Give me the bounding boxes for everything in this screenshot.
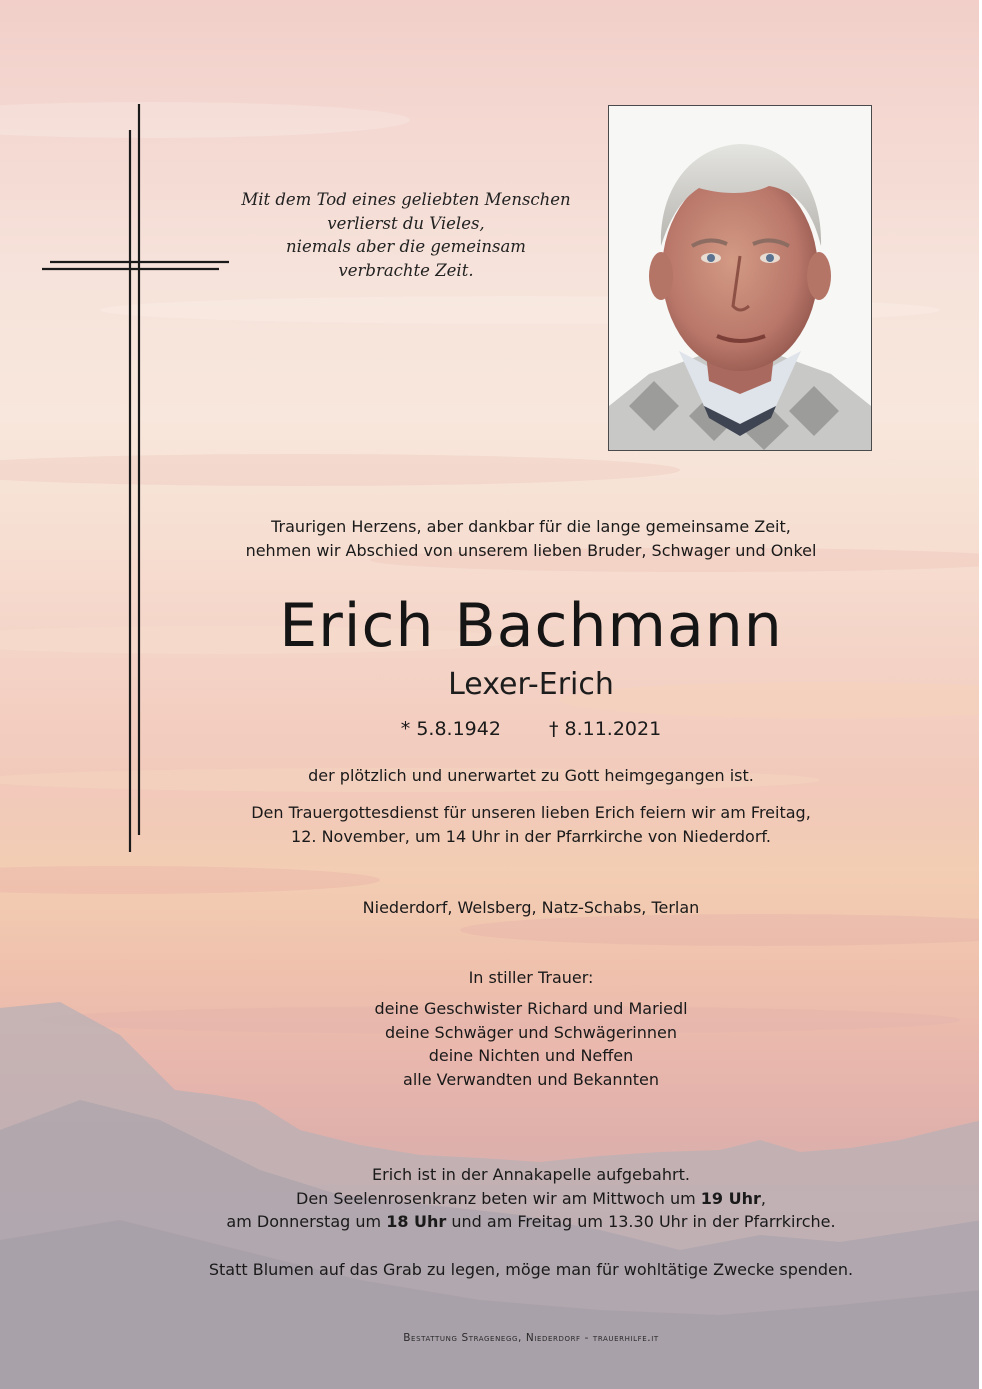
deceased-nickname: Lexer-Erich — [448, 667, 614, 702]
wake-text: und am Freitag um 13.30 Uhr in der Pfarrkirche. — [446, 1212, 836, 1231]
portrait-photo — [608, 105, 872, 451]
wake-time-bold: 18 Uhr — [386, 1212, 447, 1231]
wake-text: , — [760, 1188, 766, 1208]
wake-line — [150, 1210, 912, 1234]
deceased-name: Erich Bachmann — [279, 591, 783, 661]
service-line: 12. November, um 14 Uhr in der Pfarrkirche von Niederdorf. — [291, 827, 771, 846]
intro-line: nehmen wir Abschied von unserem lieben Bruder, Schwager und Onkel — [245, 541, 817, 560]
quote-line: niemals aber die gemeinsam — [286, 237, 526, 256]
service-line: Den Trauergottesdienst für unseren lieben Erich feiern wir am Freitag, — [251, 803, 811, 822]
passing-statement: der plötzlich und unerwartet zu Gott heimgegangen ist. — [308, 766, 754, 785]
death-date: † 8.11.2021 — [548, 718, 662, 740]
mourners-list — [150, 997, 912, 1091]
donation-note: Statt Blumen auf das Grab zu legen, möge man für wohltätige Zwecke spenden. — [208, 1260, 854, 1279]
quote-line: verbrachte Zeit. — [338, 260, 474, 280]
mourner-item: deine Schwäger und Schwägerinnen — [385, 1022, 677, 1042]
intro-text — [150, 515, 912, 563]
quote-line: Mit dem Tod eines geliebten Menschen — [241, 190, 571, 209]
memorial-quote — [196, 188, 616, 282]
quote-line: verlierst du Vieles, — [327, 213, 485, 233]
wake-text: Den Seelenrosenkranz beten wir am Mittwoch um — [296, 1188, 701, 1208]
life-dates — [150, 715, 912, 743]
birth-date: * 5.8.1942 — [400, 718, 501, 740]
wake-time-bold: 19 Uhr — [700, 1188, 761, 1208]
wake-info — [150, 1163, 912, 1234]
funeral-home-footer: Bestattung Stragenegg, Niederdorf - trauerhilfe.it — [403, 1332, 659, 1344]
intro-line: Traurigen Herzens, aber dankbar für die lange gemeinsame Zeit, — [271, 517, 791, 536]
wake-text: am Donnerstag um — [226, 1212, 387, 1231]
mourner-item: deine Nichten und Neffen — [428, 1046, 634, 1065]
mourning-heading: In stiller Trauer: — [468, 968, 594, 987]
mourner-item: alle Verwandten und Bekannten — [403, 1069, 659, 1089]
funeral-service-info — [150, 801, 912, 849]
places-list: Niederdorf, Welsberg, Natz-Schabs, Terlan — [362, 898, 700, 917]
wake-line — [150, 1187, 912, 1211]
wake-line: Erich ist in der Annakapelle aufgebahrt. — [372, 1165, 690, 1184]
mourner-item: deine Geschwister Richard und Mariedl — [374, 999, 688, 1018]
